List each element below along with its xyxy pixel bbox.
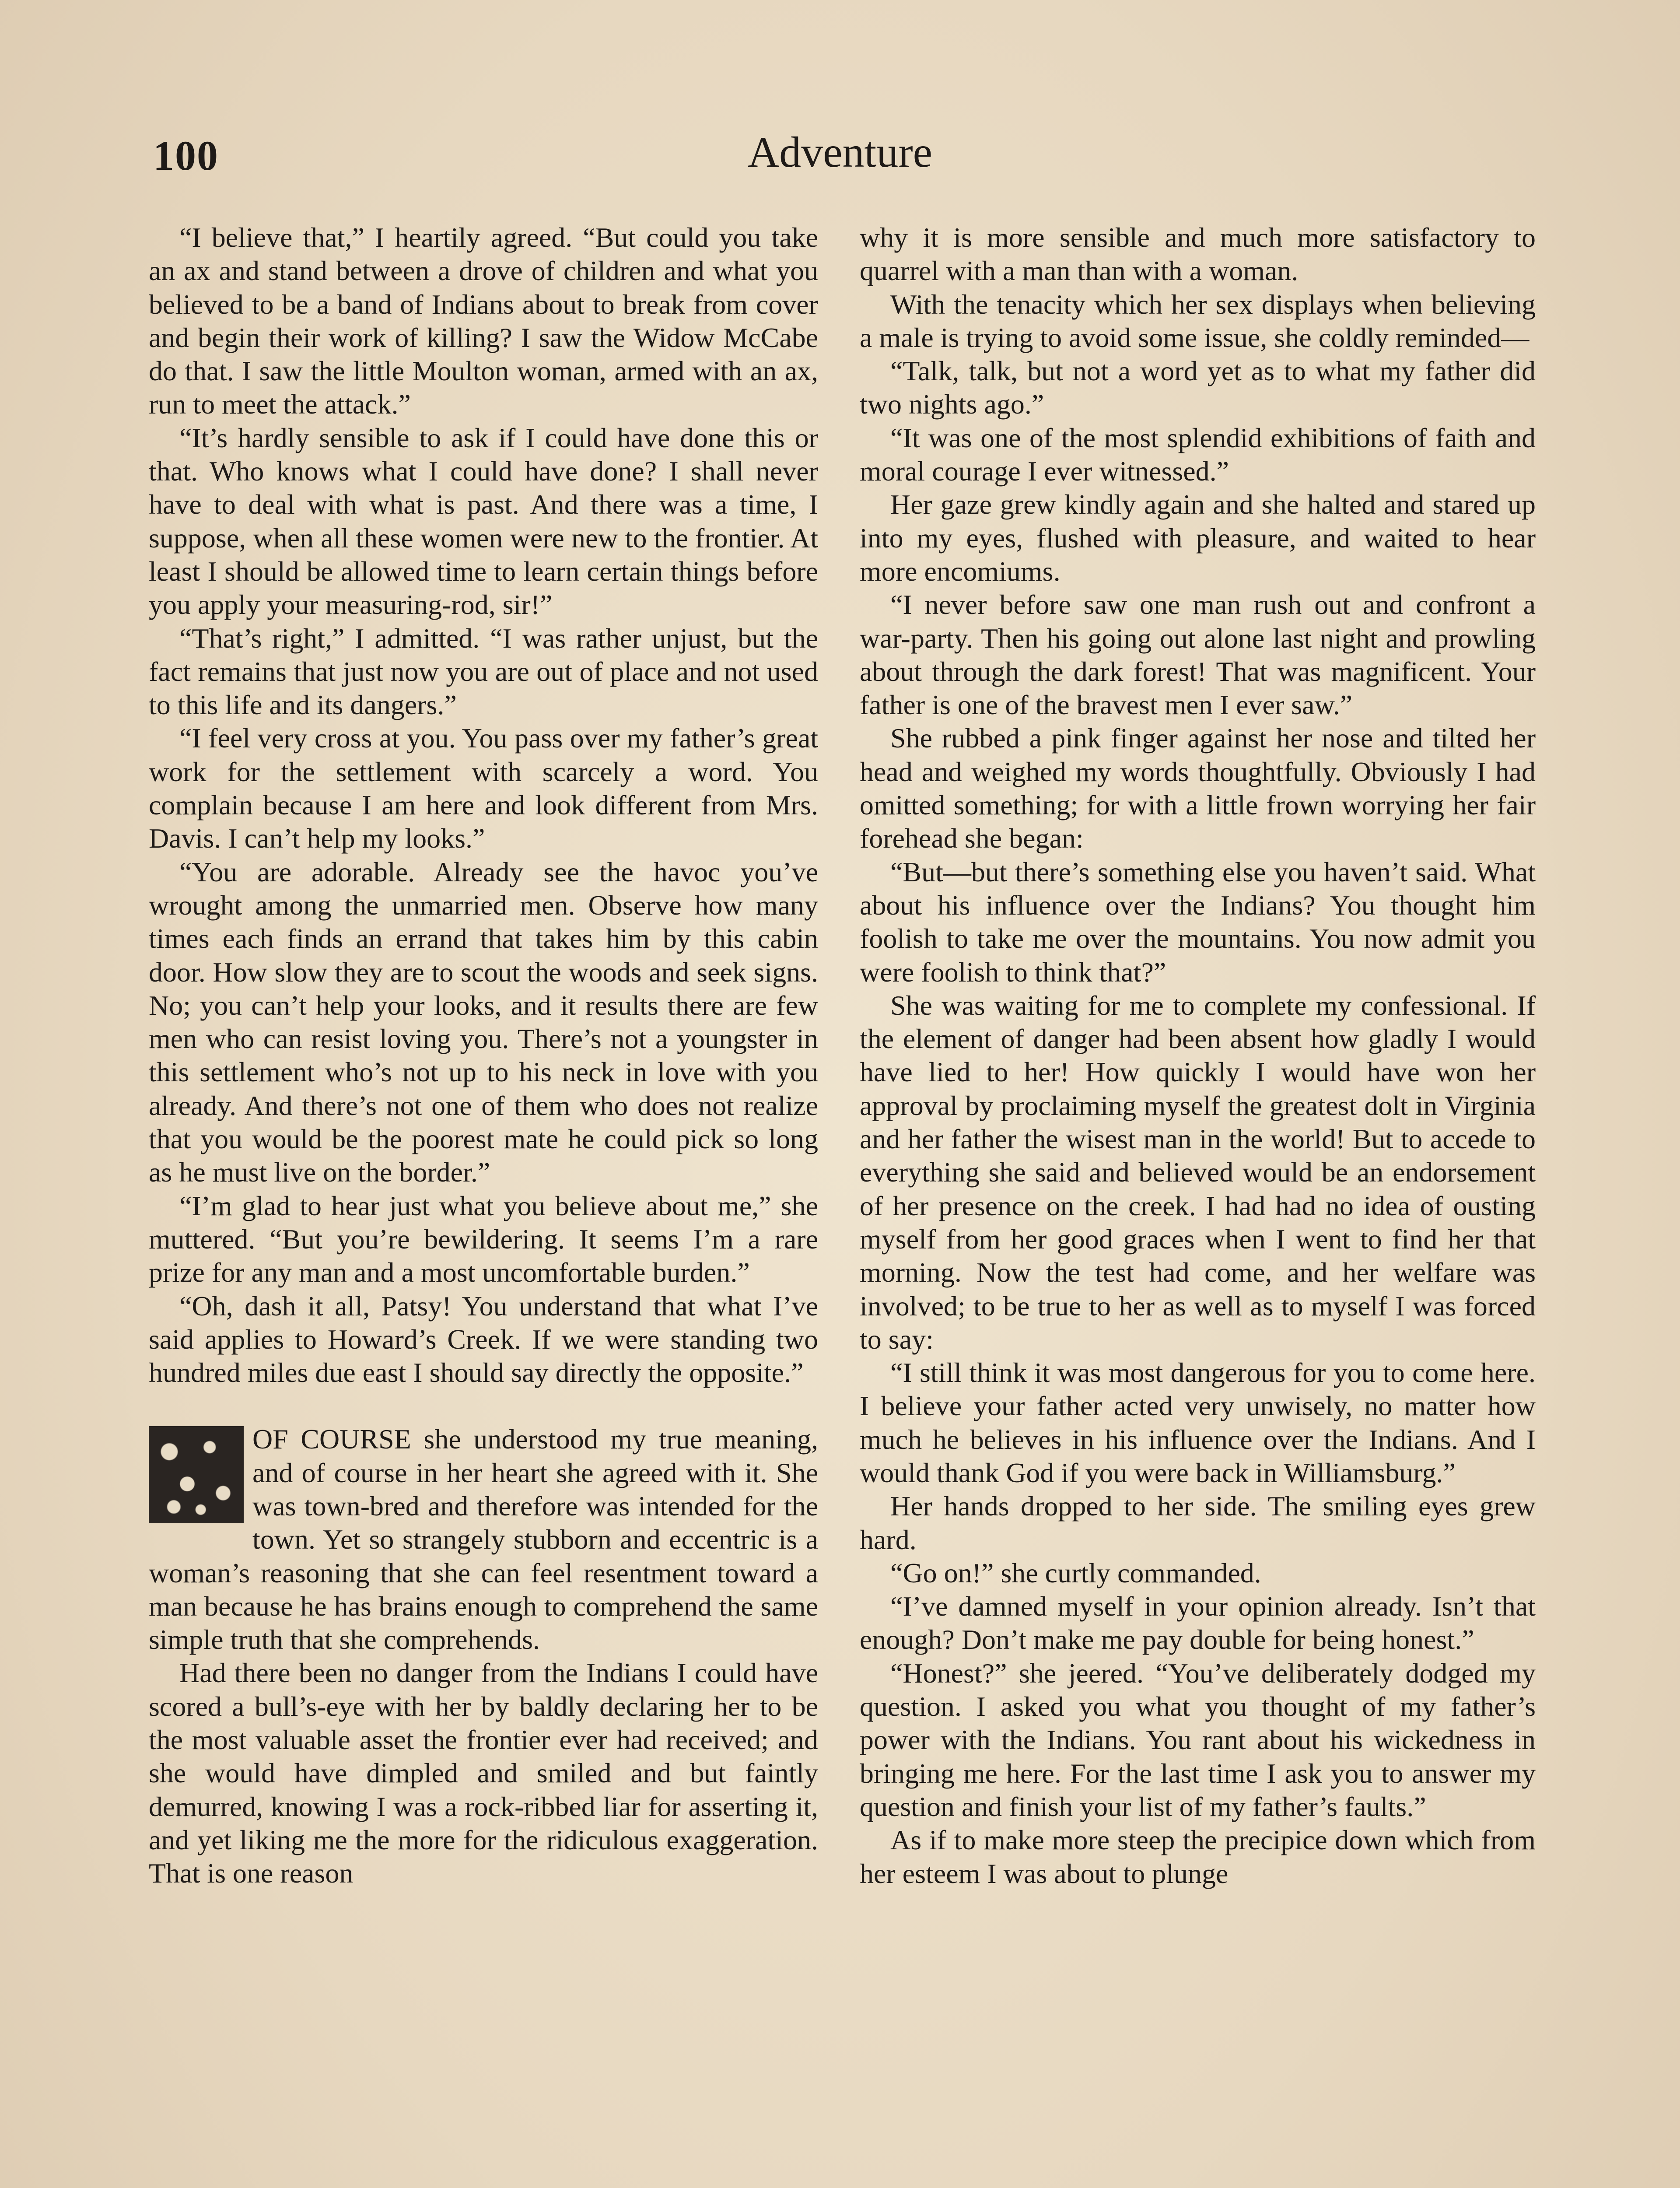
page-number: 100 (153, 132, 219, 179)
paragraph: “I never before saw one man rush out and confront a war-party. Then his going out alone last night and prowling about through the dark forest! That was magnificent. Your father is one of the bravest men I ever saw.” (860, 589, 1536, 721)
paragraph: “Oh, dash it all, Patsy! You understand that what I’ve said applies to Howard’s Creek. If we were standing two hundred miles due east I should say directly the opposite.” (149, 1290, 818, 1389)
section-break (149, 1389, 818, 1423)
paragraph: Her hands dropped to her side. The smiling eyes grew hard. (860, 1490, 1536, 1555)
paragraph: “I’ve damned myself in your opinion already. Isn’t that enough? Don’t make me pay double for being honest.” (860, 1591, 1536, 1655)
paragraph: “It was one of the most splendid exhibitions of faith and moral courage I ever witnessed.” (860, 422, 1536, 487)
paragraph: “I feel very cross at you. You pass over my father’s great work for the settlement with scarcely a word. You complain because I am here and look different from Mrs. Davis. I can’t help my looks.” (149, 722, 818, 854)
paragraph: As if to make more steep the precipice down which from her esteem I was about to plunge (860, 1824, 1536, 1889)
paragraph: With the tenacity which her sex displays when believing a male is trying to avoid some issue, she coldly reminded— (860, 288, 1536, 353)
paragraph: “I believe that,” I heartily agreed. “But could you take an ax and stand between a drove of children and what you believed to be a band of Indians about to break from cover and begin their work of killing? I saw the Widow McCabe do that. I saw the little Moulton woman, armed with an ax, run to meet the attack.” (149, 222, 818, 420)
left-column (149, 221, 818, 1890)
right-column (860, 221, 1536, 1890)
paragraph: “Honest?” she jeered. “You’ve deliberately dodged my question. I asked you what you thought of my father’s power with the Indians. You rant about his wickedness in bringing me here. For the last time I ask you to answer my question and finish your list of my father’s faults.” (860, 1657, 1536, 1822)
paragraph-continuation: why it is more sensible and much more satisfactory to quarrel with a man than with a woman. (860, 222, 1536, 287)
paragraph: “I still think it was most dangerous for you to come here. I believe your father acted very unwisely, no matter how much he believes in his influence over the Indians. And I would thank God if you were back in Williamsburg.” (860, 1357, 1536, 1488)
running-head: Adventure (747, 128, 933, 176)
paragraph: Had there been no danger from the Indians I could have scored a bull’s-eye with her by baldly declaring her to be the most valuable asset the frontier ever had received; and she would have dimpled and smiled and but faintly demurred, knowing I was a rock-ribbed liar for asserting it, and yet liking me the more for the ridiculous exaggeration. That is one reason (149, 1657, 818, 1889)
paragraph: She was waiting for me to complete my confessional. If the element of danger had been absent how gladly I would have lied to her! How quickly I would have won her approval by proclaiming myself the greatest dolt in Virginia and her father the wisest man in the world! But to accede to everything she said and believed would be an endorsement of her presence on the creek. I had had no idea of ousting myself from her good graces when I went to find her that morning. Now the test had come, and her welfare was involved; to be true to her as well as to myself I was forced to say: (860, 989, 1536, 1355)
paragraph: “But—but there’s something else you haven’t said. What about his influence over the Indians? You thought him foolish to take me over the mountains. You now admit you were foolish to think that?” (860, 856, 1536, 988)
paragraph: Her gaze grew kindly again and she halted and stared up into my eyes, flushed with pleasure, and waited to hear more encomiums. (860, 489, 1536, 587)
paragraph: “Talk, talk, but not a word yet as to what my father did two nights ago.” (860, 355, 1536, 420)
paragraph: “That’s right,” I admitted. “I was rather unjust, but the fact remains that just now you are out of place and not used to this life and its dangers.” (149, 622, 818, 721)
paragraph: “It’s hardly sensible to ask if I could have done this or that. Who knows what I could have done? I shall never have to deal with what is past. And there was a time, I suppose, when all these women were new to the frontier. At least I should be allowed time to learn certain things before you apply your measuring-rod, sir!” (149, 422, 818, 621)
paragraph: “You are adorable. Already see the havoc you’ve wrought among the unmarried men. Observe how many times each finds an errand that takes him by this cabin door. How slow they are to scout the woods and seek signs. No; you can’t help your looks, and it results there are few men who can resist loving you. There’s not a youngster in this settlement who’s not up to his neck in love with you already. And there’s not one of them who does not realize that you would be the poorest mate he could pick so long as he must live on the border.” (149, 856, 818, 1188)
section-opening-paragraph: OF COURSE she understood my true meaning, and of course in her heart she agreed with it. She was town-bred and therefore was intended for the town. Yet so strangely stubborn and eccentric is a woman’s reasoning that she can feel resentment toward a man because he has brains enough to comprehend the same simple truth that she comprehends. (149, 1424, 818, 1655)
decorative-initial-ornament (149, 1426, 244, 1523)
paragraph: She rubbed a pink finger against her nose and tilted her head and weighed my words thoughtfully. Obviously I had omitted something; for with a little frown worrying her fair forehead she began: (860, 722, 1536, 854)
paragraph: “I’m glad to hear just what you believe about me,” she muttered. “But you’re bewildering. It seems I’m a rare prize for any man and a most uncomfortable burden.” (149, 1190, 818, 1288)
paragraph: “Go on!” she curtly commanded. (890, 1557, 1261, 1588)
